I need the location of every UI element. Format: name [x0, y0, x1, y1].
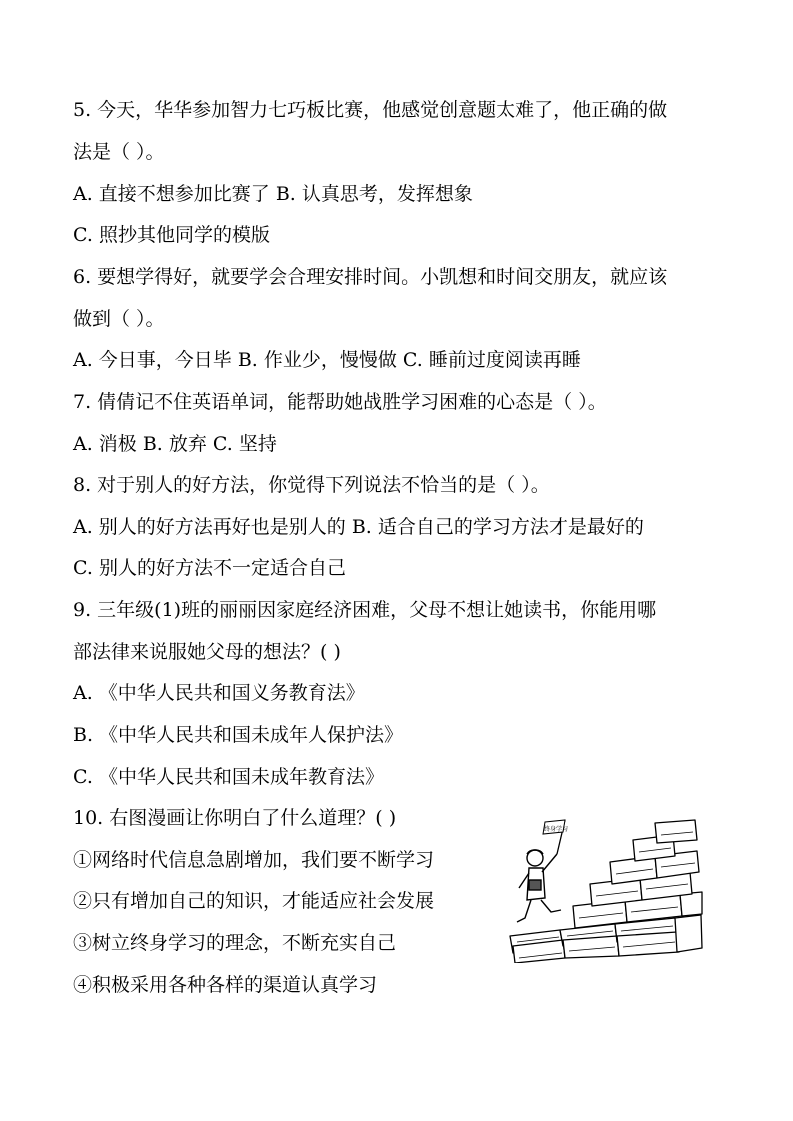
flag-text: 终身学习: [544, 826, 569, 833]
q9-option-a: A. 《中华人民共和国义务教育法》: [73, 682, 365, 704]
q9-stem-line-1: 9. 三年级(1)班的丽丽因家庭经济困难，父母不想让她读书，你能用哪: [73, 599, 657, 621]
q10-item-3: ③树立终身学习的理念，不断充实自己: [73, 932, 397, 954]
flag: [543, 820, 568, 854]
q8-option-c: C. 别人的好方法不一定适合自己: [73, 557, 346, 579]
person-book: [529, 880, 541, 890]
q7-options: A. 消极 B. 放弃 C. 坚持: [73, 433, 277, 455]
q7-stem: 7. 倩倩记不住英语单词，能帮助她战胜学习困难的心态是（ ）。: [73, 391, 607, 413]
book-step-3b: [617, 932, 679, 956]
cartoon-illustration: [505, 818, 705, 963]
q5-options-ab: A. 直接不想参加比赛了 B. 认真思考，发挥想象: [73, 183, 473, 205]
q5-option-c: C. 照抄其他同学的模版: [73, 224, 270, 246]
q5-stem-line-2: 法是（ ）。: [73, 141, 165, 163]
q10-item-2: ②只有增加自己的知识，才能适应社会发展: [73, 890, 435, 912]
q9-option-b: B. 《中华人民共和国未成年人保护法》: [73, 724, 404, 746]
q6-stem-line-2: 做到（ ）。: [73, 308, 165, 330]
book-step-4: [675, 915, 702, 952]
q10-stem: 10. 右图漫画让你明白了什么道理？( ): [73, 807, 397, 829]
q6-stem-line-1: 6. 要想学得好，就要学会合理安排时间。小凯想和时间交朋友，就应该: [73, 266, 668, 288]
q8-options-ab: A. 别人的好方法再好也是别人的 B. 适合自己的学习方法才是最好的: [73, 516, 644, 538]
q6-options: A. 今日事，今日毕 B. 作业少，慢慢做 C. 睡前过度阅读再睡: [73, 349, 581, 371]
q10-item-4: ④积极采用各种各样的渠道认真学习: [73, 974, 378, 996]
q9-option-c: C. 《中华人民共和国未成年教育法》: [73, 766, 384, 788]
q8-stem: 8. 对于别人的好方法，你觉得下列说法不恰当的是（ ）。: [73, 474, 550, 496]
q10-item-1: ①网络时代信息急剧增加，我们要不断学习: [73, 849, 435, 871]
q5-stem-line-1: 5. 今天，华华参加智力七巧板比赛，他感觉创意题太难了，他正确的做: [73, 99, 668, 121]
q9-stem-line-2: 部法律来说服她父母的想法？( ): [73, 641, 341, 663]
climbing-person: [517, 850, 561, 922]
book-step-13: [655, 820, 697, 843]
